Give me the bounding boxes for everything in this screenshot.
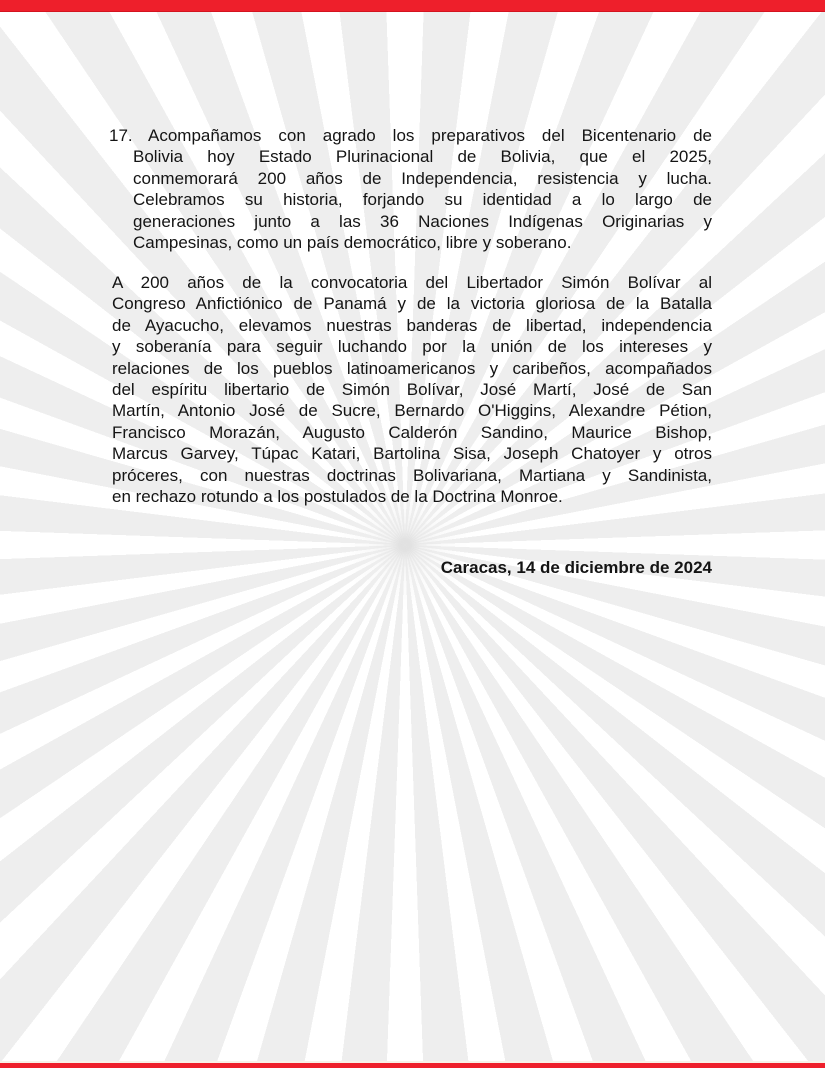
- text-line: relaciones de los pueblos latinoamericanos y caribeños, acompañados: [112, 358, 712, 378]
- text-line: del espíritu libertario de Simón Bolívar, José Martí, José de San: [112, 380, 712, 400]
- paragraph-bolivar: [112, 272, 712, 507]
- text-line: próceres, con nuestras doctrinas Bolivariana, Martiana y Sandinista,: [112, 465, 712, 485]
- text-line: generaciones junto a las 36 Naciones Indígenas Originarias y: [133, 211, 712, 231]
- text-line: Celebramos su historia, forjando su identidad a lo largo de: [133, 190, 712, 210]
- text-line: Bolivia hoy Estado Plurinacional de Bolivia, que el 2025,: [133, 147, 712, 167]
- text-line: y soberanía para seguir luchando por la unión de los intereses y: [112, 337, 712, 357]
- dateline: Caracas, 14 de diciembre de 2024: [440, 558, 712, 577]
- text-line: Campesinas, como un país democrático, libre y soberano.: [133, 233, 572, 253]
- text-line: Francisco Morazán, Augusto Calderón Sandino, Maurice Bishop,: [112, 422, 712, 442]
- paragraph-bolivar-text: [112, 272, 712, 507]
- text-line: conmemorará 200 años de Independencia, resistencia y lucha.: [133, 168, 712, 188]
- text-line: de Ayacucho, elevamos nuestras banderas de libertad, independencia: [112, 315, 712, 335]
- bottom-red-bar: [0, 1063, 825, 1068]
- text-line: Martín, Antonio José de Sucre, Bernardo O'Higgins, Alexandre Pétion,: [112, 401, 712, 421]
- top-red-bar: [0, 0, 825, 12]
- text-line: A 200 años de la convocatoria del Libertador Simón Bolívar al: [112, 273, 712, 292]
- paragraph-17-text: [112, 125, 712, 253]
- text-line: Acompañamos con agrado los preparativos del Bicentenario de: [148, 126, 712, 145]
- paragraph-17-number: 17.: [109, 126, 133, 145]
- text-line: Congreso Anfictiónico de Panamá y de la victoria gloriosa de la Batalla: [112, 294, 712, 314]
- text-line: en rechazo rotundo a los postulados de la Doctrina Monroe.: [112, 487, 563, 507]
- paragraph-17: [109, 125, 712, 253]
- text-line: Marcus Garvey, Túpac Katari, Bartolina Sisa, Joseph Chatoyer y otros: [112, 444, 712, 464]
